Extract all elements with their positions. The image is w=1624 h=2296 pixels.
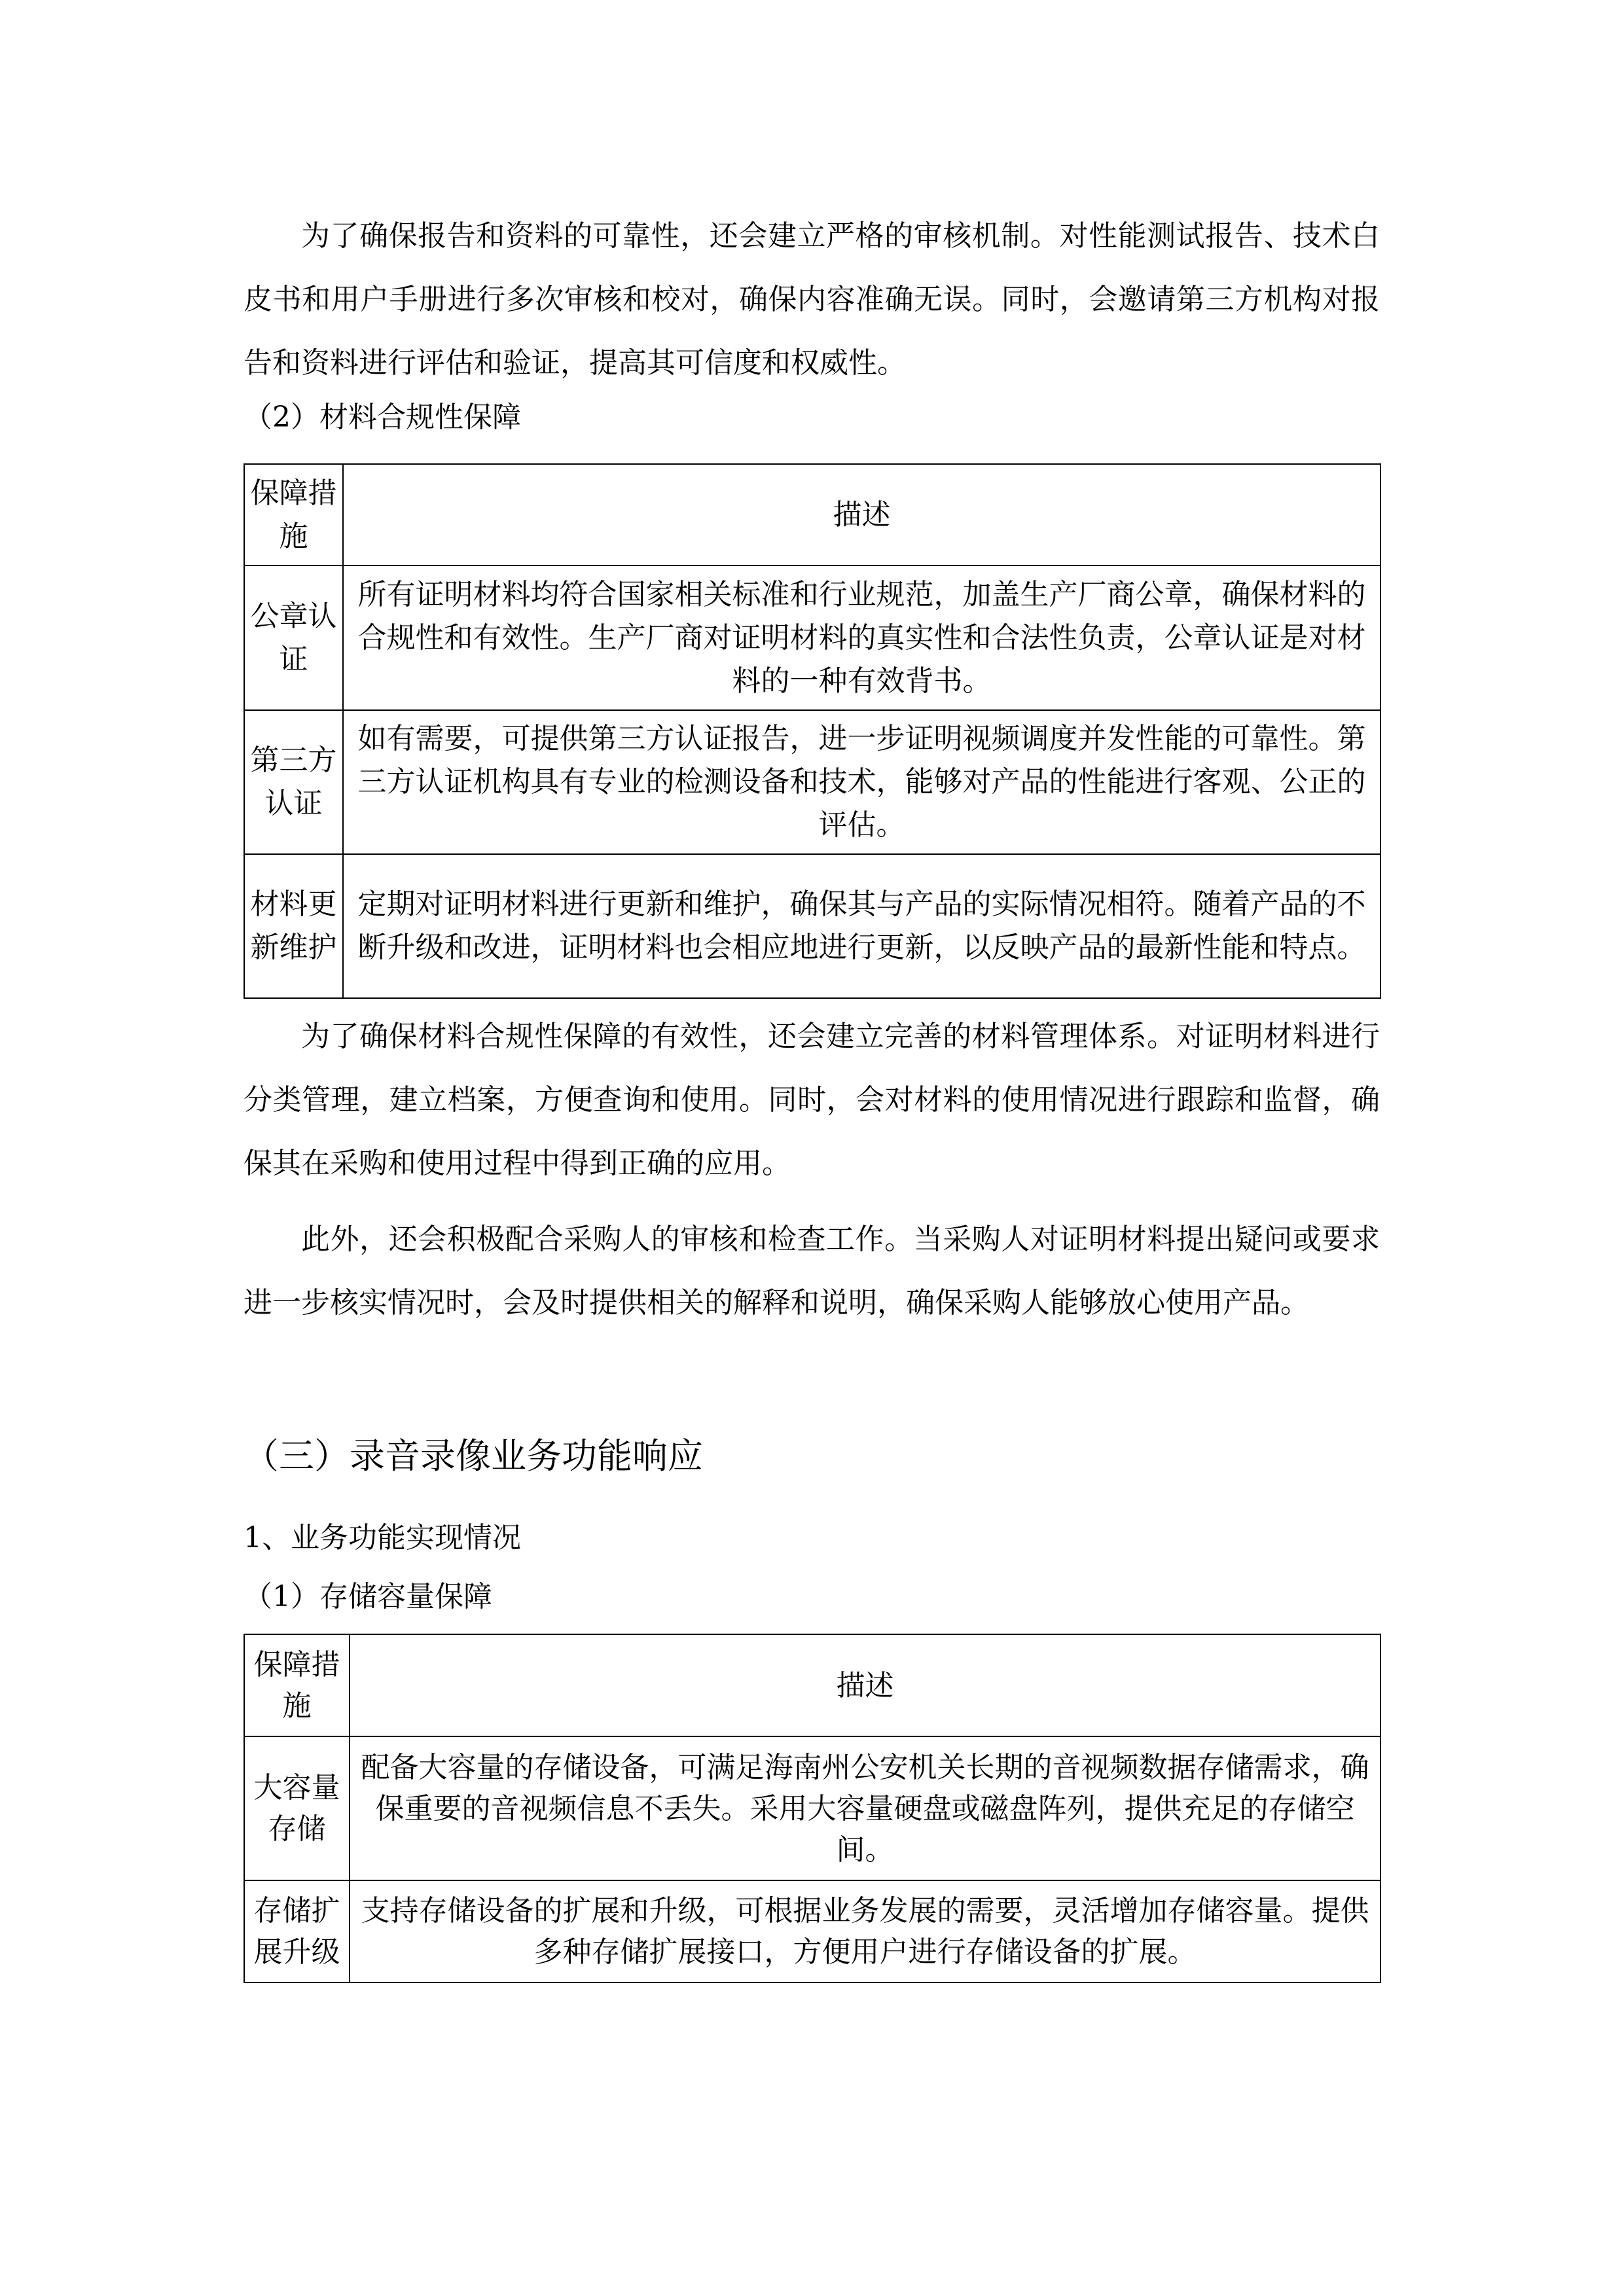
subheading-storage-capacity: （1）存储容量保障 [244,1580,492,1613]
header-description: 描述 [343,464,1380,565]
description-cell: 定期对证明材料进行更新和维护，确保其与产品的实际情况相符。随着产品的不断升级和改进，证明材料也会相应地进行更新，以反映产品的最新性能和特点。 [343,854,1380,998]
header-measure: 保障措施 [244,1634,350,1736]
material-compliance-table [244,463,1381,999]
header-measure: 保障措施 [244,464,343,565]
description-cell: 所有证明材料均符合国家相关标准和行业规范，加盖生产厂商公章，确保材料的合规性和有效性。生产厂商对证明材料的真实性和合法性负责，公章认证是对材料的一种有效背书。 [343,565,1380,710]
paragraph-material-management: 为了确保材料合规性保障的有效性，还会建立完善的材料管理体系。对证明材料进行分类管理，建立档案，方便查询和使用。同时，会对材料的使用情况进行跟踪和监督，确保其在采购和使用过程中得到正确的应用。 [244,1020,1380,1180]
measure-cell: 第三方认证 [244,710,343,854]
paragraph-cooperation: 此外，还会积极配合采购人的审核和检查工作。当采购人对证明材料提出疑问或要求进一步核实情况时，会及时提供相关的解释和说明，确保采购人能够放心使用产品。 [244,1223,1380,1319]
header-description: 描述 [350,1634,1380,1736]
measure-cell: 公章认证 [244,565,343,710]
measure-cell: 存储扩展升级 [244,1880,350,1982]
table-row [244,854,1380,998]
measure-cell: 材料更新维护 [244,854,343,998]
table-row [244,710,1380,854]
table-row [244,1736,1380,1880]
storage-capacity-table [244,1634,1381,1983]
table-header-row [244,1634,1380,1736]
section-heading-recording: （三）录音录像业务功能响应 [244,1435,703,1477]
description-cell: 支持存储设备的扩展和升级，可根据业务发展的需要，灵活增加存储容量。提供多种存储扩展接口，方便用户进行存储设备的扩展。 [350,1880,1380,1982]
paragraph-report-review: 为了确保报告和资料的可靠性，还会建立严格的审核机制。对性能测试报告、技术白皮书和用户手册进行多次审核和校对，确保内容准确无误。同时，会邀请第三方机构对报告和资料进行评估和验证，提高其可信度和权威性。 [244,219,1380,380]
description-cell: 如有需要，可提供第三方认证报告，进一步证明视频调度并发性能的可靠性。第三方认证机构具有专业的检测设备和技术，能够对产品的性能进行客观、公正的评估。 [343,710,1380,854]
table-row [244,565,1380,710]
measure-cell: 大容量存储 [244,1736,350,1880]
table-header-row [244,464,1380,565]
item-heading-business-function: 1、业务功能实现情况 [244,1521,521,1554]
subheading-material-compliance: （2）材料合规性保障 [244,401,521,434]
description-cell: 配备大容量的存储设备，可满足海南州公安机关长期的音视频数据存储需求，确保重要的音视频信息不丢失。采用大容量硬盘或磁盘阵列，提供充足的存储空间。 [350,1736,1380,1880]
table-row [244,1880,1380,1982]
